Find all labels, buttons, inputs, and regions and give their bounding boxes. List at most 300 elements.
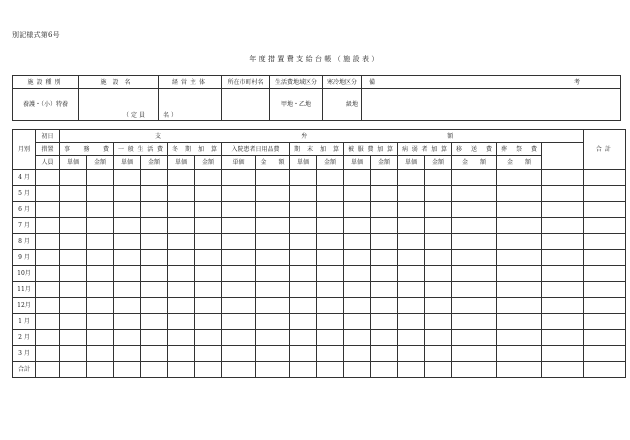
table-cell <box>141 186 168 202</box>
table-cell <box>195 298 222 314</box>
table-cell <box>317 362 344 378</box>
table-cell <box>542 362 584 378</box>
table-cell <box>195 314 222 330</box>
month-row <box>13 266 626 282</box>
expense-group-char-3: 額 <box>447 132 454 140</box>
table-cell <box>290 266 317 282</box>
month-row <box>13 282 626 298</box>
table-cell <box>114 330 141 346</box>
table-cell <box>584 218 626 234</box>
table-cell <box>317 282 344 298</box>
table-cell <box>36 202 60 218</box>
table-cell <box>256 282 290 298</box>
table-cell <box>398 170 425 186</box>
expense-ledger-table <box>12 129 626 378</box>
header-operator: 経営主体 <box>159 76 222 89</box>
table-cell <box>452 266 497 282</box>
month-label: 3 月 <box>13 346 36 362</box>
amount-header: 金 額 <box>497 156 542 170</box>
category-frail-addition: 病弱者加算 <box>398 143 452 156</box>
table-cell <box>195 218 222 234</box>
table-cell <box>195 250 222 266</box>
table-cell <box>256 266 290 282</box>
table-cell <box>542 202 584 218</box>
table-cell <box>344 170 371 186</box>
table-cell <box>371 362 398 378</box>
table-cell <box>317 266 344 282</box>
table-cell <box>36 234 60 250</box>
table-cell <box>60 170 87 186</box>
table-cell <box>114 186 141 202</box>
table-cell <box>222 330 256 346</box>
header-municipality: 所在市町村名 <box>222 76 270 89</box>
unit-price-header: 単価 <box>114 156 141 170</box>
table-cell <box>584 250 626 266</box>
table-cell <box>36 250 60 266</box>
month-label: 11月 <box>13 282 36 298</box>
table-cell <box>290 330 317 346</box>
amount-header: 金額 <box>317 156 344 170</box>
table-cell <box>497 202 542 218</box>
table-cell <box>114 218 141 234</box>
table-cell <box>317 234 344 250</box>
table-cell <box>317 346 344 362</box>
table-cell <box>371 170 398 186</box>
table-cell <box>425 234 452 250</box>
table-cell <box>168 362 195 378</box>
table-cell <box>141 250 168 266</box>
table-cell <box>542 346 584 362</box>
table-cell <box>222 234 256 250</box>
table-cell <box>398 298 425 314</box>
table-cell <box>398 346 425 362</box>
table-cell <box>141 218 168 234</box>
month-label: 10月 <box>13 266 36 282</box>
initial-header-3: 人員 <box>36 156 60 170</box>
municipality-cell <box>222 89 270 121</box>
table-cell <box>141 314 168 330</box>
table-cell <box>398 218 425 234</box>
table-cell <box>141 346 168 362</box>
table-cell <box>36 218 60 234</box>
table-cell <box>222 186 256 202</box>
table-cell <box>542 234 584 250</box>
initial-header-2: 措置 <box>36 143 60 156</box>
table-cell <box>452 298 497 314</box>
table-cell <box>344 346 371 362</box>
table-cell <box>542 282 584 298</box>
table-cell <box>371 346 398 362</box>
table-cell <box>290 362 317 378</box>
cold-area-value: 級地 <box>323 89 362 121</box>
amount-header: 金額 <box>87 156 114 170</box>
header-facility-type: 施設種別 <box>13 76 79 89</box>
table-cell <box>317 170 344 186</box>
table-cell <box>168 186 195 202</box>
table-cell <box>398 330 425 346</box>
table-cell <box>290 170 317 186</box>
table-cell <box>290 202 317 218</box>
table-cell <box>371 250 398 266</box>
table-cell <box>452 186 497 202</box>
grand-total-label: 合計 <box>13 362 36 378</box>
category-general-living: 一般生活費 <box>114 143 168 156</box>
table-cell <box>497 314 542 330</box>
table-cell <box>497 330 542 346</box>
table-cell <box>141 298 168 314</box>
table-cell <box>36 330 60 346</box>
table-cell <box>87 218 114 234</box>
table-cell <box>398 362 425 378</box>
table-cell <box>60 346 87 362</box>
table-cell <box>398 202 425 218</box>
table-cell <box>222 266 256 282</box>
table-cell <box>290 346 317 362</box>
table-cell <box>344 218 371 234</box>
table-cell <box>168 330 195 346</box>
unit-price-header: 単価 <box>398 156 425 170</box>
month-label: 8 月 <box>13 234 36 250</box>
table-cell <box>542 266 584 282</box>
month-label: 2 月 <box>13 330 36 346</box>
amount-header: 金額 <box>195 156 222 170</box>
table-cell <box>344 202 371 218</box>
table-cell <box>584 170 626 186</box>
table-cell <box>317 186 344 202</box>
table-cell <box>290 298 317 314</box>
table-cell <box>60 362 87 378</box>
table-cell <box>344 362 371 378</box>
month-row <box>13 234 626 250</box>
table-cell <box>168 218 195 234</box>
table-cell <box>60 298 87 314</box>
table-cell <box>256 186 290 202</box>
header-facility-name: 施設名 <box>79 76 159 89</box>
amount-header: 金 額 <box>452 156 497 170</box>
table-cell <box>290 282 317 298</box>
category-clothing-addition: 被服費加算 <box>344 143 398 156</box>
month-row <box>13 250 626 266</box>
total-header: 合計 <box>584 130 626 170</box>
table-cell <box>452 346 497 362</box>
table-cell <box>542 170 584 186</box>
table-cell <box>425 346 452 362</box>
table-cell <box>87 298 114 314</box>
table-cell <box>425 170 452 186</box>
table-cell <box>398 266 425 282</box>
table-cell <box>290 314 317 330</box>
table-cell <box>425 282 452 298</box>
table-cell <box>87 314 114 330</box>
table-cell <box>36 266 60 282</box>
table-cell <box>141 330 168 346</box>
table-cell <box>195 234 222 250</box>
table-cell <box>36 298 60 314</box>
table-cell <box>60 330 87 346</box>
table-cell <box>141 234 168 250</box>
table-cell <box>114 314 141 330</box>
table-cell <box>60 282 87 298</box>
table-cell <box>425 250 452 266</box>
document-title: 年度措置費支給台帳（施設表） <box>249 55 381 63</box>
table-cell <box>344 266 371 282</box>
table-cell <box>497 218 542 234</box>
table-cell <box>398 234 425 250</box>
table-cell <box>87 282 114 298</box>
initial-header-1: 初日 <box>36 130 60 143</box>
capacity-label: （定員 名） <box>123 112 180 119</box>
table-cell <box>452 218 497 234</box>
table-cell <box>584 202 626 218</box>
table-cell <box>290 234 317 250</box>
table-cell <box>497 250 542 266</box>
table-cell <box>542 218 584 234</box>
table-cell <box>195 186 222 202</box>
table-cell <box>168 282 195 298</box>
table-cell <box>36 362 60 378</box>
table-cell <box>542 330 584 346</box>
table-cell <box>168 314 195 330</box>
table-cell <box>87 202 114 218</box>
table-cell <box>195 362 222 378</box>
table-cell <box>371 282 398 298</box>
table-cell <box>584 330 626 346</box>
table-cell <box>114 266 141 282</box>
table-cell <box>114 362 141 378</box>
table-cell <box>584 282 626 298</box>
category-transport: 移送費 <box>452 143 497 156</box>
table-cell <box>168 170 195 186</box>
amount-header: 金額 <box>425 156 452 170</box>
facility-info-table <box>12 75 621 121</box>
table-cell <box>452 362 497 378</box>
table-cell <box>256 362 290 378</box>
table-cell <box>222 362 256 378</box>
form-number: 別記様式第6号 <box>12 31 60 39</box>
month-label: 12月 <box>13 298 36 314</box>
amount-header: 金額 <box>371 156 398 170</box>
table-cell <box>114 346 141 362</box>
table-cell <box>222 346 256 362</box>
expense-group-header <box>60 130 584 143</box>
month-row <box>13 218 626 234</box>
table-cell <box>141 362 168 378</box>
grand-total-row <box>13 362 626 378</box>
table-cell <box>584 266 626 282</box>
table-cell <box>497 234 542 250</box>
table-cell <box>114 250 141 266</box>
table-cell <box>425 314 452 330</box>
table-cell <box>371 186 398 202</box>
table-cell <box>36 186 60 202</box>
table-cell <box>344 250 371 266</box>
expense-group-char-2: 弁 <box>301 132 308 140</box>
table-cell <box>195 170 222 186</box>
table-cell <box>344 314 371 330</box>
table-cell <box>584 346 626 362</box>
month-row <box>13 202 626 218</box>
month-label: 4 月 <box>13 170 36 186</box>
table-cell <box>497 298 542 314</box>
table-cell <box>195 330 222 346</box>
table-cell <box>425 218 452 234</box>
category-term-end-addition: 期末加算 <box>290 143 344 156</box>
table-cell <box>195 202 222 218</box>
table-cell <box>542 314 584 330</box>
table-cell <box>584 362 626 378</box>
table-cell <box>371 218 398 234</box>
table-cell <box>87 330 114 346</box>
table-cell <box>371 234 398 250</box>
table-cell <box>584 314 626 330</box>
table-cell <box>222 202 256 218</box>
table-cell <box>371 202 398 218</box>
table-cell <box>425 298 452 314</box>
table-cell <box>317 250 344 266</box>
table-cell <box>425 266 452 282</box>
table-cell <box>36 346 60 362</box>
category-funeral: 葬祭費 <box>497 143 542 156</box>
table-cell <box>141 266 168 282</box>
table-cell <box>256 314 290 330</box>
facility-name-cell <box>79 89 180 121</box>
living-area-value: 甲地・乙地 <box>270 89 323 121</box>
table-cell <box>141 202 168 218</box>
table-cell <box>87 234 114 250</box>
table-cell <box>87 186 114 202</box>
table-cell <box>87 266 114 282</box>
table-cell <box>452 250 497 266</box>
table-cell <box>60 218 87 234</box>
table-cell <box>497 186 542 202</box>
table-cell <box>371 330 398 346</box>
table-cell <box>168 266 195 282</box>
unit-price-header: 単価 <box>344 156 371 170</box>
table-cell <box>497 170 542 186</box>
table-cell <box>60 250 87 266</box>
table-cell <box>114 234 141 250</box>
category-winter-addition: 冬期加算 <box>168 143 222 156</box>
table-cell <box>317 330 344 346</box>
table-cell <box>371 298 398 314</box>
table-cell <box>256 330 290 346</box>
table-cell <box>317 314 344 330</box>
table-cell <box>542 298 584 314</box>
table-cell <box>114 282 141 298</box>
table-cell <box>114 170 141 186</box>
category-inpatient-goods: 入院患者日用品費 <box>222 143 290 156</box>
table-cell <box>168 346 195 362</box>
month-header: 月別 <box>13 130 36 170</box>
table-cell <box>398 282 425 298</box>
table-cell <box>256 218 290 234</box>
month-row <box>13 298 626 314</box>
table-cell <box>290 218 317 234</box>
table-cell <box>497 266 542 282</box>
table-cell <box>371 314 398 330</box>
expense-group-char-1: 支 <box>155 132 162 140</box>
table-cell <box>317 298 344 314</box>
table-cell <box>452 202 497 218</box>
table-cell <box>256 234 290 250</box>
facility-type-value: 養護・（小）特養 <box>13 89 79 121</box>
table-cell <box>452 234 497 250</box>
table-cell <box>256 346 290 362</box>
table-cell <box>87 362 114 378</box>
table-cell <box>398 186 425 202</box>
table-cell <box>317 218 344 234</box>
table-cell <box>398 250 425 266</box>
table-cell <box>168 202 195 218</box>
amount-header: 金 額 <box>256 156 290 170</box>
month-label: 7 月 <box>13 218 36 234</box>
month-label: 5 月 <box>13 186 36 202</box>
header-cold-area: 寒冷地区分 <box>323 76 362 89</box>
table-cell <box>425 202 452 218</box>
table-cell <box>60 186 87 202</box>
table-cell <box>36 282 60 298</box>
table-cell <box>542 250 584 266</box>
month-row <box>13 346 626 362</box>
table-cell <box>222 298 256 314</box>
table-cell <box>256 202 290 218</box>
table-cell <box>168 298 195 314</box>
table-cell <box>290 186 317 202</box>
table-cell <box>497 362 542 378</box>
month-row <box>13 170 626 186</box>
table-cell <box>87 346 114 362</box>
table-cell <box>256 170 290 186</box>
table-cell <box>584 234 626 250</box>
table-cell <box>60 314 87 330</box>
table-cell <box>425 330 452 346</box>
table-cell <box>584 186 626 202</box>
table-cell <box>452 314 497 330</box>
table-cell <box>398 314 425 330</box>
table-cell <box>60 234 87 250</box>
unit-price-header: 単価 <box>60 156 87 170</box>
table-cell <box>222 218 256 234</box>
table-cell <box>168 250 195 266</box>
table-cell <box>195 346 222 362</box>
table-cell <box>344 282 371 298</box>
table-cell <box>371 266 398 282</box>
table-cell <box>317 202 344 218</box>
table-cell <box>290 250 317 266</box>
table-cell <box>222 282 256 298</box>
table-cell <box>141 170 168 186</box>
table-cell <box>344 186 371 202</box>
table-cell <box>344 234 371 250</box>
unit-price-header: 単価 <box>222 156 256 170</box>
month-label: 1 月 <box>13 314 36 330</box>
header-remarks-text: 備考 <box>369 78 580 86</box>
table-cell <box>36 314 60 330</box>
amount-header: 金額 <box>141 156 168 170</box>
table-cell <box>141 282 168 298</box>
table-cell <box>114 298 141 314</box>
month-row <box>13 330 626 346</box>
month-rows <box>13 170 626 362</box>
table-cell <box>425 186 452 202</box>
table-cell <box>256 298 290 314</box>
month-label: 6 月 <box>13 202 36 218</box>
unit-price-header: 単価 <box>168 156 195 170</box>
table-cell <box>36 170 60 186</box>
table-cell <box>87 250 114 266</box>
table-cell <box>60 266 87 282</box>
table-cell <box>452 170 497 186</box>
